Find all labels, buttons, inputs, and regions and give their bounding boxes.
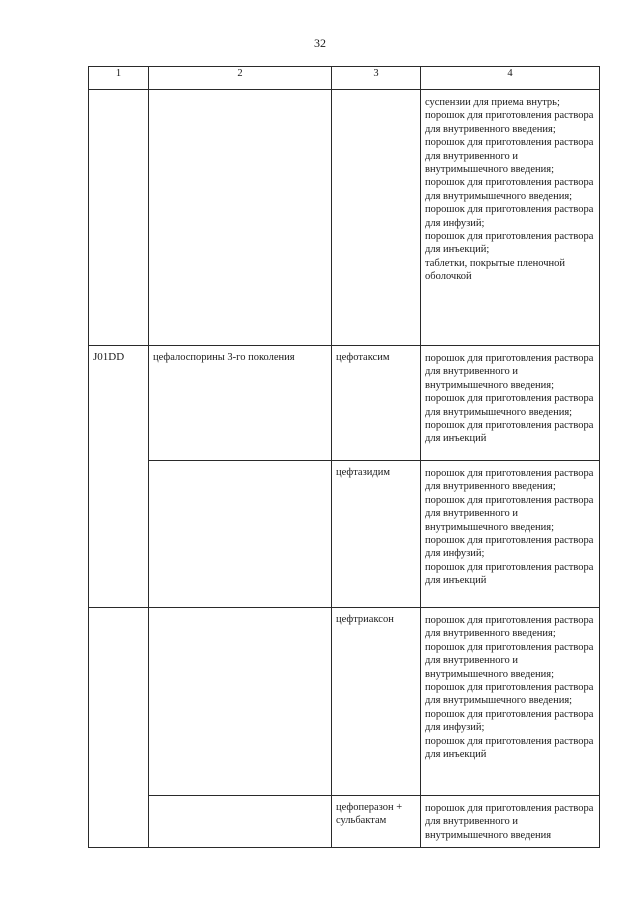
forms-cell — [421, 608, 600, 796]
drug-cell — [332, 796, 421, 848]
drug-table — [88, 66, 600, 848]
table-row — [89, 608, 600, 796]
forms-cell — [421, 796, 600, 848]
code-text — [89, 90, 148, 95]
table-row — [89, 461, 600, 608]
forms-text: порошок для приготовления раствора для внутривенного введения; порошок для приготовления раствора для внутривенного и внутримышечного введения; порошок для приготовления раствора для инфузий; порошок для приготовления раствора для инъекций — [425, 468, 594, 587]
drug-cell — [332, 608, 421, 796]
page-number: 32 — [314, 36, 326, 50]
table-row — [89, 90, 600, 346]
group-cell — [149, 90, 332, 346]
code-text — [89, 608, 148, 613]
table-row — [89, 796, 600, 848]
drug-text — [332, 90, 420, 95]
drug-text: цефоперазон + сульбактам — [336, 802, 403, 827]
column-header-3: 3 — [332, 67, 421, 90]
group-text — [149, 796, 331, 801]
drug-text: цефтазидим — [336, 467, 390, 478]
group-text — [149, 90, 331, 95]
forms-cell — [421, 346, 600, 461]
forms-text: порошок для приготовления раствора для внутривенного и внутримышечного введения — [425, 803, 594, 841]
code-cell — [89, 90, 149, 346]
table-header-row — [89, 67, 600, 90]
forms-text: порошок для приготовления раствора для внутривенного введения; порошок для приготовления раствора для внутривенного и внутримышечного введения; порошок для приготовления раствора для внутримышечного введения; порошок для приготовления раствора для инфузий; порошок для приготовления раствора для инъекций — [425, 615, 594, 761]
drug-cell — [332, 90, 421, 346]
group-cell — [149, 346, 332, 461]
forms-cell — [421, 461, 600, 608]
drug-text: цефотаксим — [336, 352, 390, 363]
group-text — [149, 461, 331, 466]
group-cell — [149, 796, 332, 848]
column-header-4: 4 — [421, 67, 600, 90]
drug-text: цефтриаксон — [336, 614, 394, 625]
table-row — [89, 346, 600, 461]
forms-text: суспензии для приема внутрь; порошок для приготовления раствора для внутривенного введения; порошок для приготовления раствора для внутривенного и внутримышечного введения; порошок для приготовления раствора для внутримышечного введения; порошок для приготовления раствора для инфузий; порошок для приготовления раствора для инъекций; таблетки, покрытые пленочной оболочкой — [425, 97, 594, 283]
group-text — [149, 608, 331, 613]
forms-text: порошок для приготовления раствора для внутривенного и внутримышечного введения; порошок для приготовления раствора для внутримышечного введения; порошок для приготовления раствора для инъекций — [425, 353, 594, 445]
column-header-1: 1 — [89, 67, 149, 90]
column-header-2: 2 — [149, 67, 332, 90]
code-cell — [89, 608, 149, 848]
code-text: J01DD — [93, 351, 125, 363]
group-text: цефалоспорины 3-го поколения — [153, 352, 295, 363]
group-cell — [149, 461, 332, 608]
code-cell — [89, 346, 149, 608]
group-cell — [149, 608, 332, 796]
forms-cell — [421, 90, 600, 346]
drug-cell — [332, 461, 421, 608]
drug-cell — [332, 346, 421, 461]
